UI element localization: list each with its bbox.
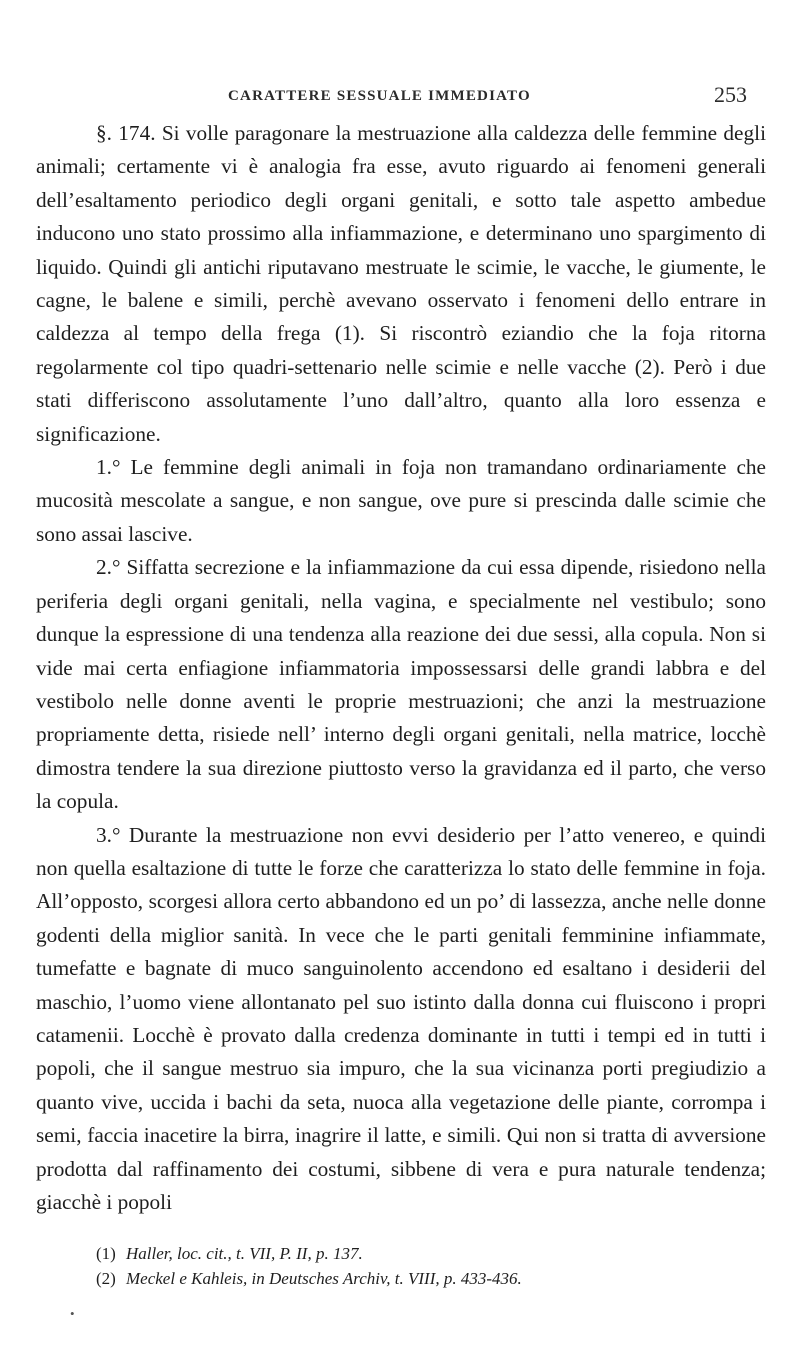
footnote-number: (2) (96, 1269, 116, 1288)
footnote-text: Meckel e Kahleis, in Deutsches Archiv, t. VIII, p. 433-436. (126, 1269, 522, 1288)
footnote-1 (96, 1241, 766, 1266)
paragraph-174: §. 174. Si volle paragonare la mestruazione alla caldezza delle femmine degli animali; certamente vi è analogia fra esse, avuto riguardo ai fenomeni generali dell’esaltamento periodico degli organi genitali, e sotto tale aspetto ambedue inducono uno stato prossimo alla infiammazione, e determinano uno spargimento di liquido. Quindi gli antichi riputavano mestruate le scimie, le vacche, le giumente, le cagne, le balene e simili, perchè avevano osservato i fenomeni dello entrare in caldezza al tempo della frega (1). Si riscontrò eziandio che la foja ritorna regolarmente col tipo quadri-settenario nelle scimie e nelle vacche (2). Però i due stati differiscono assolutamente l’uno dall’altro, quanto alla loro essenza e significazione. (36, 121, 766, 446)
main-text (36, 117, 766, 1219)
footnotes (96, 1241, 766, 1291)
page-number: 253 (714, 82, 747, 107)
paragraph-point-3: 3.° Durante la mestruazione non evvi desiderio per l’atto venereo, e quindi non quella esaltazione di tutte le forze che caratterizza lo stato delle femmine in foja. All’opposto, scorgesi allora certo abbandono ed un po’ di lassezza, anche nelle donne godenti della miglior sanità. In vece che le parti genitali femminine infiammate, tumefatte e bagnate di muco sanguinolento accendono ed esaltano i desiderii del maschio, l’uomo viene allontanato pel suo istinto dalla donna cui fluiscono i propri catamenii. Locchè è provato dalla credenza dominante in tutti i tempi ed in tutti i popoli, che il sangue mestruo sia impuro, che la sua vicinanza porti pregiudizio a quanto vive, uccida i bachi da seta, nuoca alla vegetazione delle piante, corrompa i semi, faccia inacetire la birra, inagrire il latte, e simili. Qui non si tratta di avversione prodotta dal raffinamento dei costumi, sibbene di vera e pura naturale tendenza; giacchè i popoli (36, 822, 766, 1214)
footnote-number: (1) (96, 1244, 116, 1263)
paragraph-point-2: 2.° Siffatta secrezione e la infiammazione da cui essa dipende, risiedono nella periferia degli organi genitali, nella vagina, e specialmente nel vestibulo; sono dunque la espressione di una tendenza alla reazione dei due sessi, alla copula. Non si vide mai certa enfiagione infiammatoria impossessarsi delle grandi labbra e del vestibolo nelle donne aventi le proprie mestruazioni; che anzi la mestruazione propriamente detta, risiede nell’ interno degli organi genitali, nella matrice, locchè dimostra tendere la sua direzione piuttosto verso la gravidanza ed il parto, che verso la copula. (36, 555, 766, 814)
footnote-2 (96, 1266, 766, 1291)
running-header: CARATTERE SESSUALE IMMEDIATO (228, 88, 531, 104)
footnote-text: Haller, loc. cit., t. VII, P. II, p. 137. (126, 1244, 363, 1263)
paragraph-point-1: 1.° Le femmine degli animali in foja non tramandano ordinariamente che mucosità mescolate a sangue, e non sangue, ove pure si prescinda dalle scimie che sono assai lascive. (36, 455, 766, 546)
stray-print-mark: • (70, 1306, 75, 1321)
